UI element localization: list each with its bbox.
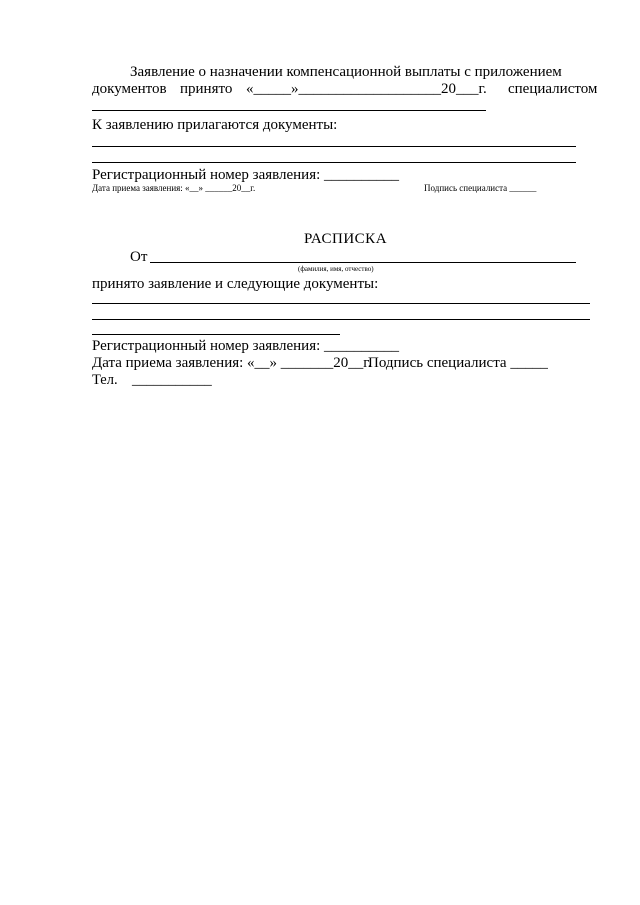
attachments-line-1[interactable] xyxy=(92,146,576,147)
receipt-documents-line-3[interactable] xyxy=(92,334,340,335)
application-statement-line2-d: специалистом xyxy=(508,81,598,97)
receipt-specialist-signature-label[interactable]: Подпись специалиста _____ xyxy=(368,355,548,371)
receipt-phone-label: Тел. xyxy=(92,372,118,388)
specialist-signature-label[interactable]: Подпись специалиста ______ xyxy=(424,183,537,193)
attachments-label: К заявлению прилагаются документы: xyxy=(92,117,338,133)
receipt-registration-number-label[interactable]: Регистрационный номер заявления: __________ xyxy=(92,338,400,354)
receipt-documents-line-1[interactable] xyxy=(92,303,590,304)
applicant-name-hint: (фамилия, имя, отчество) xyxy=(298,265,374,273)
receipt-from-label: От xyxy=(130,249,148,265)
attachments-line-2[interactable] xyxy=(92,162,576,163)
application-statement-line2-b: принято xyxy=(180,81,233,97)
acceptance-date-field[interactable]: «_____»___________________20___г. xyxy=(246,81,487,97)
receipt-phone-field[interactable]: ___________ xyxy=(132,372,212,388)
receipt-accepted-label: принято заявление и следующие документы: xyxy=(92,276,379,292)
receipt-date-label[interactable]: Дата приема заявления: «__» _______20__г. xyxy=(92,355,372,371)
receipt-date-label[interactable]: Дата приема заявления: «__» ______20__г. xyxy=(92,183,256,193)
application-statement-line1: Заявление о назначении компенсационной выплаты с приложением xyxy=(130,64,562,80)
applicant-name-line[interactable] xyxy=(150,262,576,263)
application-statement-line2-a: документов xyxy=(92,81,167,97)
receipt-documents-line-2[interactable] xyxy=(92,319,590,320)
receipt-title: РАСПИСКА xyxy=(304,231,388,247)
registration-number-label[interactable]: Регистрационный номер заявления: __________ xyxy=(92,167,400,183)
specialist-name-line[interactable] xyxy=(92,110,486,111)
